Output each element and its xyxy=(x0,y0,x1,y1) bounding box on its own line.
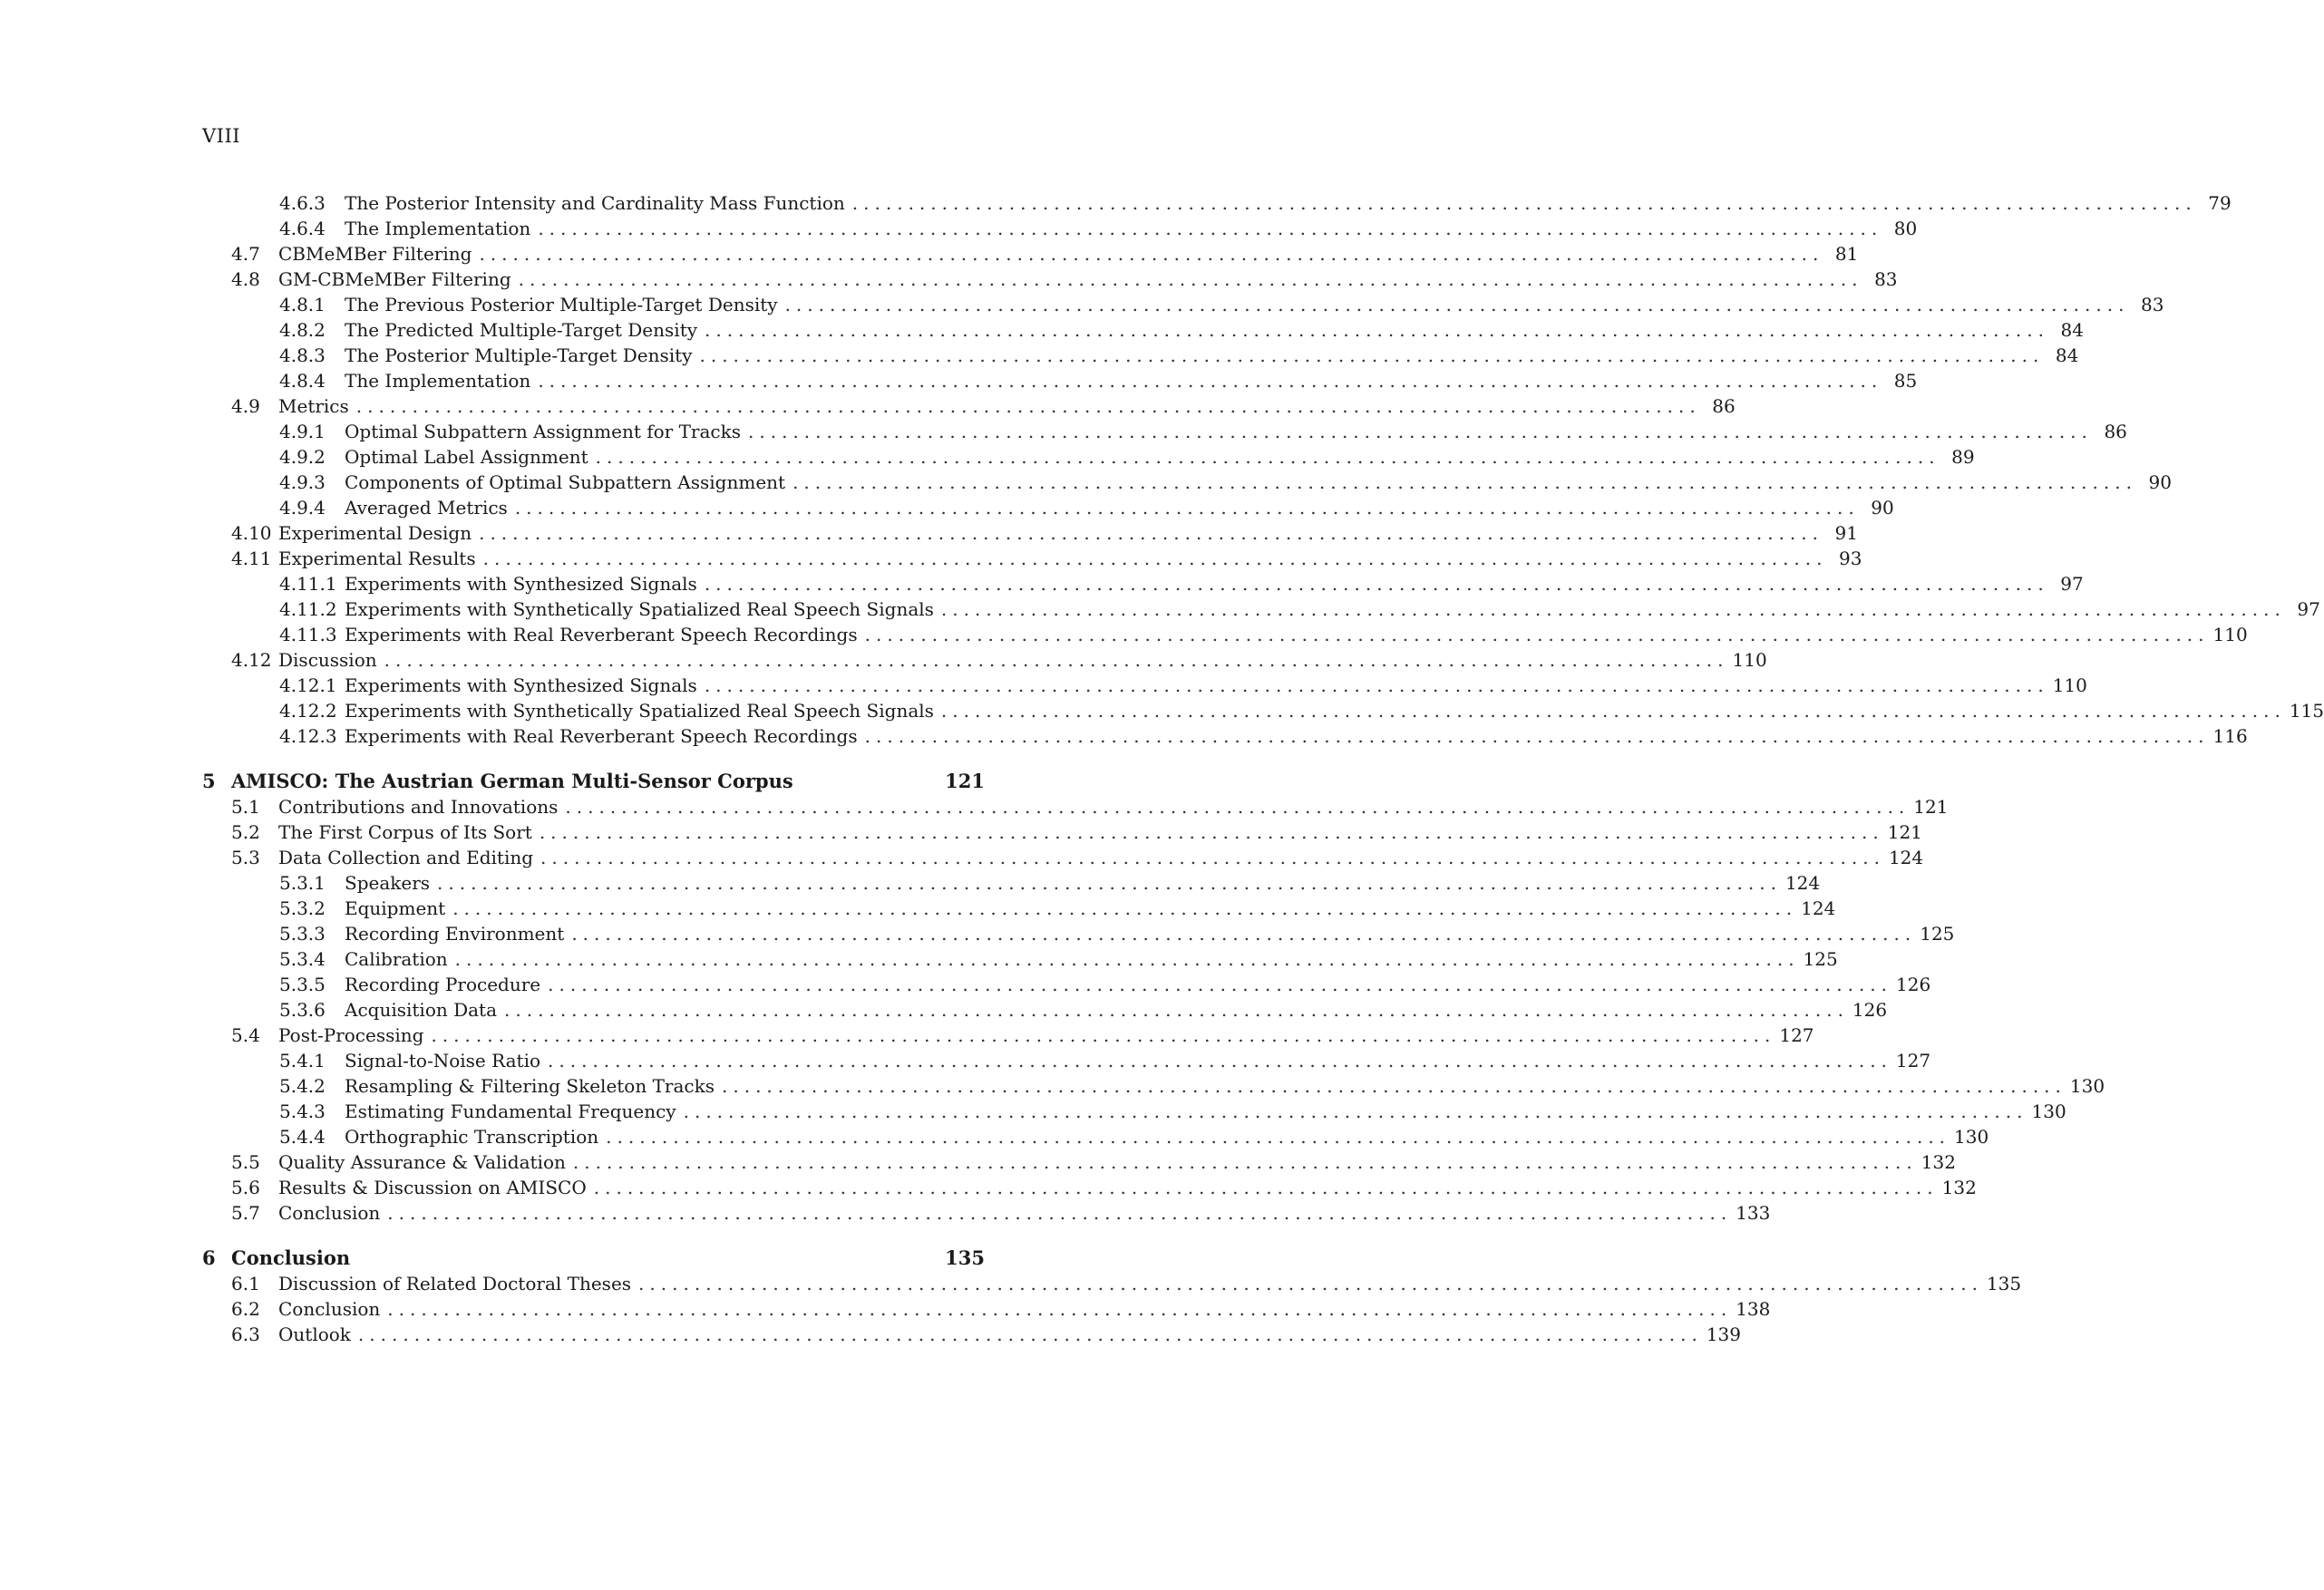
chapter-page: 121 xyxy=(945,770,985,792)
entry-page: 121 xyxy=(1887,821,1922,843)
entry-page: 125 xyxy=(1803,948,1838,970)
dot-leader: ........................................................................................................................ xyxy=(538,370,1883,392)
toc-entry[interactable] xyxy=(202,1023,1814,1048)
dot-leader: ........................................................................................................................ xyxy=(851,192,2197,214)
entry-number: 4.9.4 xyxy=(279,497,326,519)
entry-title: Experiments with Synthetically Spatialized Real Speech Signals xyxy=(345,700,934,722)
entry-page: 126 xyxy=(1852,999,1888,1021)
entry-page: 93 xyxy=(1839,548,1862,569)
entry-number: 5.3.3 xyxy=(279,923,326,945)
entry-number: 6.3 xyxy=(231,1323,260,1345)
entry-number: 4.6.4 xyxy=(279,218,326,239)
toc-entry[interactable] xyxy=(202,997,1888,1023)
toc-entry[interactable] xyxy=(202,571,2084,596)
entry-page: 116 xyxy=(2212,725,2248,747)
dot-leader: ........................................................................................................................ xyxy=(437,872,1782,894)
dot-leader: ........................................................................................................................ xyxy=(638,1273,1983,1294)
entry-number: 5.4.4 xyxy=(279,1126,326,1148)
entry-title: Recording Procedure xyxy=(345,974,541,995)
chapter-title: Conclusion xyxy=(231,1246,351,1269)
toc-entry[interactable] xyxy=(202,673,2087,698)
dot-leader: ........................................................................................................................ xyxy=(940,598,2286,620)
chapter-page: 135 xyxy=(945,1246,985,1269)
toc-chapter-6[interactable] xyxy=(202,1246,985,1271)
entry-title: Experiments with Real Reverberant Speech Recordings xyxy=(345,624,858,645)
entry-title: Recording Environment xyxy=(345,923,565,945)
entry-number: 5.3.1 xyxy=(279,872,326,894)
entry-title: Discussion xyxy=(278,649,377,671)
entry-title: Conclusion xyxy=(278,1202,381,1224)
dot-leader: ........................................................................................................................ xyxy=(940,700,2286,722)
entry-title: GM-CBMeMBer Filtering xyxy=(278,268,511,290)
entry-page: 135 xyxy=(1986,1273,2022,1294)
entry-title: Metrics xyxy=(278,395,349,417)
table-of-contents xyxy=(202,190,2324,1347)
entry-page: 130 xyxy=(2031,1100,2066,1122)
entry-page: 81 xyxy=(1834,243,1859,265)
entry-page: 89 xyxy=(1951,446,1975,468)
entry-title: Data Collection and Editing xyxy=(278,847,534,868)
entry-title: Experiments with Synthesized Signals xyxy=(345,573,697,595)
entry-page: 80 xyxy=(1893,218,1918,239)
dot-leader: ........................................................................................................................ xyxy=(387,1202,1733,1224)
entry-page: 84 xyxy=(2055,344,2079,366)
entry-number: 4.9 xyxy=(231,395,260,417)
entry-title: Conclusion xyxy=(278,1298,381,1320)
entry-page: 124 xyxy=(1784,872,1821,894)
toc-entry[interactable] xyxy=(202,343,2079,368)
dot-leader: ........................................................................................................................ xyxy=(864,624,2210,645)
toc-chapter-5[interactable] xyxy=(202,769,985,794)
chapter-title: AMISCO: The Austrian German Multi-Sensor Corpus xyxy=(231,770,793,792)
entry-number: 5.3.4 xyxy=(279,948,326,970)
entry-number: 5.3.6 xyxy=(279,999,326,1021)
toc-block-chapter6 xyxy=(202,1271,2022,1347)
toc-entry[interactable] xyxy=(202,1073,2105,1099)
entry-number: 4.8.1 xyxy=(279,294,326,315)
entry-page: 90 xyxy=(2148,471,2172,493)
entry-title: Experimental Results xyxy=(278,548,476,569)
toc-entry[interactable] xyxy=(202,216,1918,241)
entry-page: 124 xyxy=(1801,897,1836,919)
toc-entry[interactable] xyxy=(202,292,2164,317)
dot-leader: ........................................................................................................................ xyxy=(514,497,1860,519)
dot-leader: ........................................................................................................................ xyxy=(452,897,1798,919)
entry-number: 4.8.3 xyxy=(279,344,326,366)
entry-number: 6.1 xyxy=(231,1273,260,1294)
toc-entry[interactable] xyxy=(202,1149,1956,1175)
entry-number: 6.2 xyxy=(231,1298,260,1320)
entry-title: CBMeMBer Filtering xyxy=(278,243,472,265)
entry-title: Averaged Metrics xyxy=(345,497,508,519)
dot-leader: ........................................................................................................................ xyxy=(357,1323,1703,1345)
entry-page: 125 xyxy=(1920,923,1955,945)
toc-entry[interactable] xyxy=(202,444,1975,470)
toc-entry[interactable] xyxy=(202,546,1862,571)
toc-entry[interactable] xyxy=(202,723,2248,749)
dot-leader: ........................................................................................................................ xyxy=(864,725,2210,747)
entry-page: 133 xyxy=(1736,1202,1771,1224)
entry-number: 4.8.2 xyxy=(279,319,326,341)
entry-title: Components of Optimal Subpattern Assignment xyxy=(345,471,786,493)
dot-leader: ........................................................................................................................ xyxy=(606,1126,1951,1148)
chapter-number: 5 xyxy=(202,770,216,792)
entry-title: The Predicted Multiple-Target Density xyxy=(345,319,698,341)
dot-leader: ........................................................................................................................ xyxy=(565,796,1911,818)
entry-number: 4.9.3 xyxy=(279,471,326,493)
entry-number: 5.7 xyxy=(231,1202,260,1224)
entry-page: 110 xyxy=(2212,624,2248,645)
entry-page: 110 xyxy=(1732,649,1767,671)
toc-block-chapter4 xyxy=(202,190,2324,749)
entry-title: Outlook xyxy=(278,1323,351,1345)
dot-leader: ........................................................................................................................ xyxy=(539,821,1884,843)
toc-entry[interactable] xyxy=(202,368,1918,393)
dot-leader: ........................................................................................................................ xyxy=(784,294,2130,315)
entry-number: 5.4.2 xyxy=(279,1075,326,1097)
dot-leader: ........................................................................................................................ xyxy=(683,1100,2028,1122)
entry-page: 83 xyxy=(1874,268,1898,290)
entry-number: 4.11.3 xyxy=(279,624,337,645)
entry-title: Resampling & Filtering Skeleton Tracks xyxy=(345,1075,715,1097)
page-number: VIII xyxy=(202,125,241,147)
entry-number: 4.8.4 xyxy=(279,370,326,392)
dot-leader: ........................................................................................................................ xyxy=(548,1050,1892,1071)
entry-page: 83 xyxy=(2141,294,2164,315)
entry-page: 126 xyxy=(1896,974,1931,995)
entry-page: 115 xyxy=(2289,700,2324,722)
dot-leader: ........................................................................................................................ xyxy=(571,923,1917,945)
toc-entry[interactable] xyxy=(202,921,1955,946)
entry-page: 110 xyxy=(2052,674,2087,696)
entry-number: 5.1 xyxy=(231,796,260,818)
entry-page: 138 xyxy=(1736,1298,1771,1320)
entry-page: 90 xyxy=(1871,497,1894,519)
toc-entry[interactable] xyxy=(202,596,2320,622)
entry-page: 121 xyxy=(1913,796,1949,818)
entry-number: 4.7 xyxy=(231,243,260,265)
chapter-number: 6 xyxy=(202,1246,216,1269)
toc-entry[interactable] xyxy=(202,1048,1931,1073)
entry-title: Equipment xyxy=(345,897,446,919)
dot-leader: ........................................................................................................................ xyxy=(384,649,1729,671)
entry-number: 5.2 xyxy=(231,821,260,843)
dot-leader: ........................................................................................................................ xyxy=(704,674,2049,696)
entry-title: The Previous Posterior Multiple-Target Density xyxy=(345,294,778,315)
dot-leader: ........................................................................................................................ xyxy=(704,573,2049,595)
toc-entry[interactable] xyxy=(202,1124,1989,1149)
entry-title: The Implementation xyxy=(345,370,531,392)
dot-leader: ........................................................................................................................ xyxy=(572,1151,1918,1173)
entry-number: 4.11 xyxy=(231,548,272,569)
toc-entry[interactable] xyxy=(202,622,2248,647)
dot-leader: ........................................................................................................................ xyxy=(705,319,2049,341)
entry-page: 139 xyxy=(1706,1323,1741,1345)
toc-entry[interactable] xyxy=(202,972,1931,997)
entry-number: 5.3.2 xyxy=(279,897,326,919)
entry-number: 4.9.1 xyxy=(279,421,326,442)
entry-title: Results & Discussion on AMISCO xyxy=(278,1177,587,1198)
dot-leader: ........................................................................................................................ xyxy=(431,1024,1776,1046)
entry-page: 132 xyxy=(1920,1151,1956,1173)
toc-entry[interactable] xyxy=(202,267,1898,292)
entry-title: The Posterior Multiple-Target Density xyxy=(345,344,693,366)
dot-leader: ........................................................................................................................ xyxy=(748,421,2093,442)
entry-page: 124 xyxy=(1888,847,1924,868)
dot-leader: ........................................................................................................................ xyxy=(593,1177,1939,1198)
entry-page: 91 xyxy=(1834,522,1858,544)
entry-title: Signal-to-Noise Ratio xyxy=(345,1050,541,1071)
entry-number: 5.6 xyxy=(231,1177,260,1198)
toc-entry[interactable] xyxy=(202,845,1924,870)
toc-entry[interactable] xyxy=(202,1099,2066,1124)
toc-entry[interactable] xyxy=(202,647,1767,673)
entry-number: 4.12.1 xyxy=(279,674,337,696)
toc-entry[interactable] xyxy=(202,1200,1771,1226)
dot-leader: ........................................................................................................................ xyxy=(355,395,1701,417)
toc-entry[interactable] xyxy=(202,393,1736,419)
dot-leader: ........................................................................................................................ xyxy=(454,948,1800,970)
toc-entry[interactable] xyxy=(202,1271,2022,1296)
entry-page: 127 xyxy=(1895,1050,1931,1071)
toc-entry[interactable] xyxy=(202,870,1821,896)
entry-title: Estimating Fundamental Frequency xyxy=(345,1100,676,1122)
entry-number: 4.6.3 xyxy=(279,192,326,214)
entry-title: Discussion of Related Doctoral Theses xyxy=(278,1273,632,1294)
entry-number: 5.3.5 xyxy=(279,974,326,995)
entry-page: 84 xyxy=(2060,319,2084,341)
entry-title: The Posterior Intensity and Cardinality Mass Function xyxy=(345,192,845,214)
entry-number: 4.12.2 xyxy=(279,700,337,722)
entry-title: Post-Processing xyxy=(278,1024,424,1046)
toc-entry[interactable] xyxy=(202,1175,1977,1200)
toc-entry[interactable] xyxy=(202,520,1858,546)
entry-number: 5.5 xyxy=(231,1151,260,1173)
toc-entry[interactable] xyxy=(202,698,2324,723)
entry-page: 130 xyxy=(1954,1126,1989,1148)
entry-title: Optimal Subpattern Assignment for Tracks xyxy=(345,421,741,442)
toc-entry[interactable] xyxy=(202,190,2232,216)
toc-entry[interactable] xyxy=(202,1296,1771,1322)
entry-page: 86 xyxy=(1712,395,1736,417)
dot-leader: ........................................................................................................................ xyxy=(504,999,1849,1021)
dot-leader: ........................................................................................................................ xyxy=(518,268,1863,290)
toc-entry[interactable] xyxy=(202,317,2084,343)
toc-entry[interactable] xyxy=(202,896,1836,921)
entry-number: 4.12 xyxy=(231,649,272,671)
entry-page: 127 xyxy=(1779,1024,1814,1046)
entry-title: Speakers xyxy=(345,872,431,894)
dot-leader: ........................................................................................................................ xyxy=(595,446,1940,468)
dot-leader: ........................................................................................................................ xyxy=(387,1298,1733,1320)
toc-entry[interactable] xyxy=(202,495,1894,520)
entry-title: Quality Assurance & Validation xyxy=(278,1151,566,1173)
entry-number: 4.12.3 xyxy=(279,725,337,747)
entry-number: 4.11.2 xyxy=(279,598,337,620)
entry-number: 5.4.1 xyxy=(279,1050,326,1071)
entry-title: Experiments with Synthesized Signals xyxy=(345,674,697,696)
entry-title: Experimental Design xyxy=(278,522,472,544)
entry-page: 130 xyxy=(2069,1075,2105,1097)
dot-leader: ........................................................................................................................ xyxy=(479,243,1824,265)
entry-number: 4.11.1 xyxy=(279,573,337,595)
entry-number: 4.8 xyxy=(231,268,260,290)
dot-leader: ........................................................................................................................ xyxy=(479,522,1823,544)
entry-page: 79 xyxy=(2208,192,2232,214)
entry-number: 5.4 xyxy=(231,1024,260,1046)
entry-title: Orthographic Transcription xyxy=(345,1126,599,1148)
dot-leader: ........................................................................................................................ xyxy=(699,344,2045,366)
entry-title: The First Corpus of Its Sort xyxy=(278,821,532,843)
dot-leader: ........................................................................................................................ xyxy=(548,974,1893,995)
entry-title: Experiments with Real Reverberant Speech Recordings xyxy=(345,725,858,747)
entry-title: Acquisition Data xyxy=(345,999,498,1021)
toc-block-chapter5 xyxy=(202,794,2105,1226)
entry-title: Contributions and Innovations xyxy=(278,796,559,818)
entry-title: Optimal Label Assignment xyxy=(345,446,588,468)
entry-title: The Implementation xyxy=(345,218,531,239)
entry-number: 4.9.2 xyxy=(279,446,326,468)
toc-entry[interactable] xyxy=(202,946,1838,972)
toc-entry[interactable] xyxy=(202,1322,1741,1347)
entry-page: 132 xyxy=(1941,1177,1977,1198)
dot-leader: ........................................................................................................................ xyxy=(792,471,2137,493)
entry-number: 5.4.3 xyxy=(279,1100,326,1122)
toc-entry[interactable] xyxy=(202,819,1922,845)
dot-leader: ........................................................................................................................ xyxy=(538,218,1883,239)
entry-page: 86 xyxy=(2104,421,2127,442)
dot-leader: ........................................................................................................................ xyxy=(540,847,1885,868)
entry-title: Calibration xyxy=(345,948,448,970)
entry-page: 97 xyxy=(2297,598,2320,620)
dot-leader: ........................................................................................................................ xyxy=(482,548,1828,569)
entry-title: Experiments with Synthetically Spatialized Real Speech Signals xyxy=(345,598,934,620)
toc-entry[interactable] xyxy=(202,794,1949,819)
entry-page: 97 xyxy=(2060,573,2084,595)
toc-entry[interactable] xyxy=(202,241,1859,267)
dot-leader: ........................................................................................................................ xyxy=(722,1075,2066,1097)
entry-page: 85 xyxy=(1893,370,1918,392)
entry-number: 4.10 xyxy=(231,522,272,544)
toc-entry[interactable] xyxy=(202,470,2172,495)
toc-entry[interactable] xyxy=(202,419,2127,444)
entry-number: 5.3 xyxy=(231,847,260,868)
